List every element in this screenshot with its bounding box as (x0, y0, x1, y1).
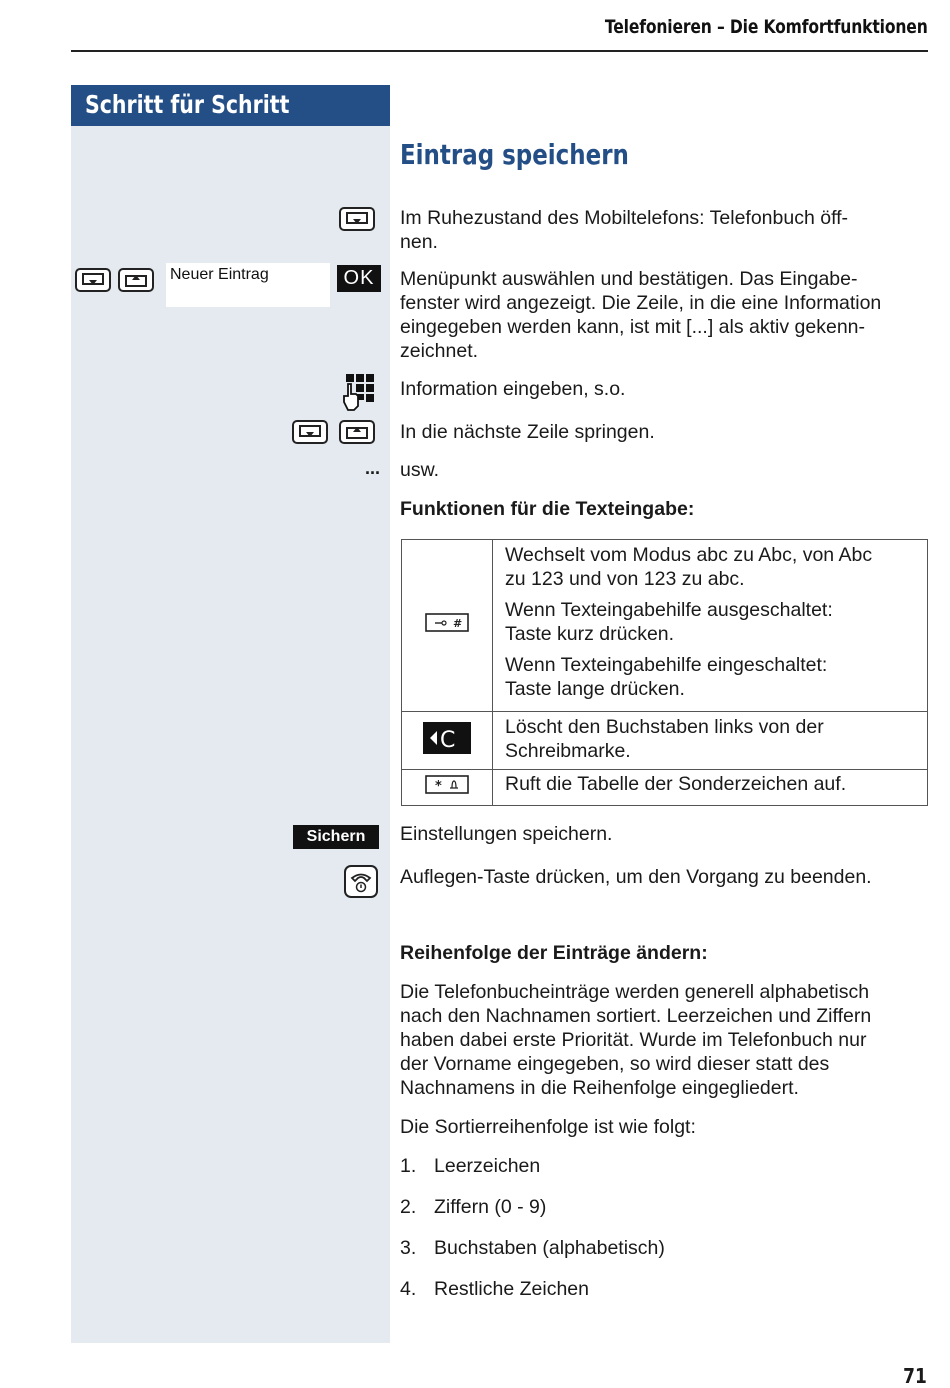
list-text: Ziffern (0 - 9) (434, 1196, 547, 1218)
table-paragraph: Wenn Texteingabehilfe eingeschaltet: Taste lange drücken. (505, 654, 828, 700)
clear-key-icon (423, 722, 471, 760)
hash-key-description (493, 540, 928, 712)
step-enter-info: Information eingeben, s.o. (400, 378, 626, 400)
control-key-up-icon (339, 420, 375, 444)
step-open-phonebook: Im Ruhezustand des Mobiltelefons: Telefonbuch öff- nen. (400, 207, 849, 253)
display-menu-item (166, 263, 330, 307)
list-number: 4. (400, 1278, 417, 1300)
control-key-down-icon (292, 420, 328, 444)
clear-key-cell (402, 712, 493, 770)
clear-key-description: Löscht den Buchstaben links von der Schreibmarke. (493, 712, 928, 770)
control-key-down-icon (75, 268, 111, 292)
text-input-functions-table (401, 539, 928, 806)
table-row (402, 770, 928, 806)
svg-text:#: # (453, 616, 463, 630)
sidebar-heading: Schritt für Schritt (85, 90, 290, 119)
star-key-icon (425, 775, 469, 801)
ellipsis-marker: ... (364, 458, 380, 478)
order-body: Die Telefonbucheinträge werden generell alphabetisch nach den Nachnamen sortiert. Leerzeichen und Ziffern haben dabei erste Priorität. Wurde im Telefonbuch nur der Vorname eingegeben, so wird dieser statt des Nachnamens in die Reihenfolge eingegliedert. (400, 981, 872, 1099)
list-item (400, 1277, 589, 1301)
list-text: Buchstaben (alphabetisch) (434, 1237, 665, 1259)
list-text: Restliche Zeichen (434, 1278, 589, 1300)
hash-key-icon (425, 613, 469, 639)
table-paragraph: Wenn Texteingabehilfe ausgeschaltet: Taste kurz drücken. (505, 599, 833, 645)
table-row (402, 540, 928, 712)
running-header: Telefonieren – Die Komfortfunktionen (605, 16, 928, 38)
table-paragraph: Wechselt vom Modus abc zu Abc, von Abc zu 123 und von 123 zu abc. (505, 544, 873, 590)
star-key-cell (402, 770, 493, 806)
star-key-description: Ruft die Tabelle der Sonderzeichen auf. (493, 770, 928, 806)
list-number: 1. (400, 1155, 417, 1177)
sidebar-heading-bar (71, 85, 390, 126)
hash-key-cell (402, 540, 493, 712)
list-number: 3. (400, 1237, 417, 1259)
step-etc: usw. (400, 459, 440, 481)
list-number: 2. (400, 1196, 417, 1218)
list-text: Leerzeichen (434, 1155, 541, 1177)
svg-text:*: * (435, 778, 442, 794)
list-item (400, 1154, 540, 1178)
save-softkey: Sichern (293, 825, 379, 849)
svg-text:C: C (440, 727, 456, 753)
step-select-confirm: Menüpunkt auswählen und bestätigen. Das Eingabe- fenster wird angezeigt. Die Zeile, in die eine Information eingegeben werden kann, ist mit [...] als aktiv gekenn- zeichnet. (400, 268, 882, 362)
control-key-up-icon (118, 268, 154, 292)
functions-heading: Funktionen für die Texteingabe: (400, 498, 695, 520)
order-intro: Die Sortierreihenfolge ist wie folgt: (400, 1116, 696, 1138)
list-item (400, 1195, 546, 1219)
list-item (400, 1236, 665, 1260)
table-row (402, 712, 928, 770)
ok-softkey: OK (337, 265, 381, 292)
keypad-icon (342, 372, 378, 417)
order-heading: Reihenfolge der Einträge ändern: (400, 942, 708, 964)
control-key-down-icon (339, 207, 375, 231)
step-next-line: In die nächste Zeile springen. (400, 421, 655, 443)
page-number: 71 (903, 1364, 927, 1388)
header-rule (71, 50, 928, 52)
section-title: Eintrag speichern (400, 138, 629, 171)
menu-item-label: Neuer Eintrag (170, 266, 269, 283)
step-save: Einstellungen speichern. (400, 823, 613, 845)
step-hangup: Auflegen-Taste drücken, um den Vorgang zu beenden. (400, 866, 872, 888)
end-call-key-icon (344, 865, 378, 903)
